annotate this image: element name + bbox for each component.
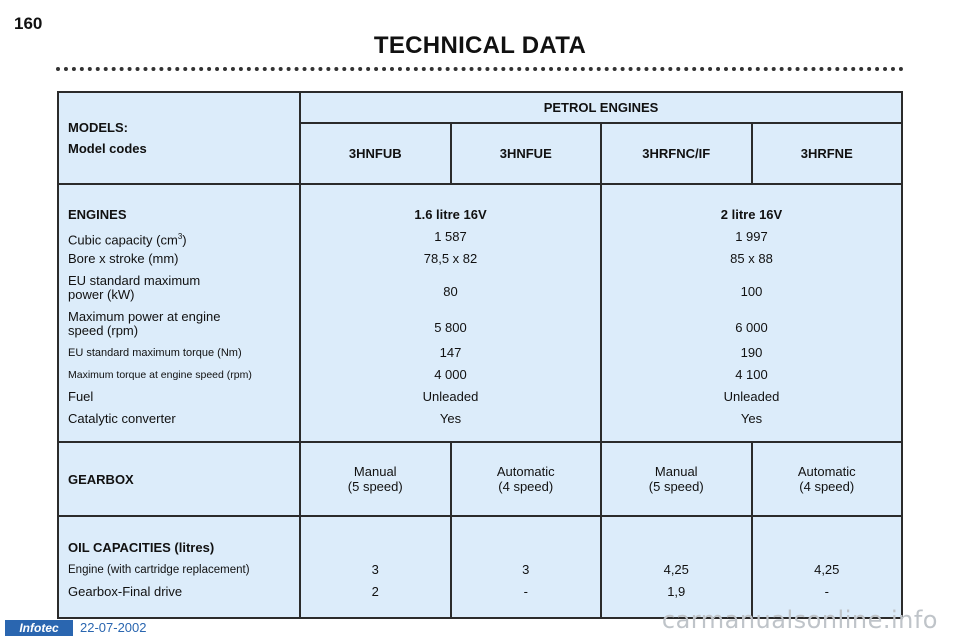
oil-value-cell: 4,25 1,9 bbox=[601, 516, 752, 618]
max-power-label: Maximum power at engine speed (rpm) bbox=[68, 309, 221, 338]
page-title: TECHNICAL DATA bbox=[373, 32, 587, 59]
max-torque-value: 4 000 bbox=[434, 367, 467, 382]
model-code-cell: 3HRFNC/IF bbox=[601, 123, 752, 184]
technical-data-table bbox=[57, 91, 903, 619]
bore-stroke-value: 85 x 88 bbox=[730, 251, 773, 266]
gearbox-value-cell: Manual (5 speed) bbox=[601, 442, 752, 516]
max-torque-label: Maximum torque at engine speed (rpm) bbox=[68, 369, 252, 381]
engine-name: 2 litre 16V bbox=[720, 207, 783, 222]
model-code-cell: 3HRFNE bbox=[752, 123, 903, 184]
cubic-capacity-value: 1 997 bbox=[735, 229, 768, 244]
models-label: MODELS: bbox=[68, 120, 128, 135]
engine-name: 1.6 litre 16V bbox=[414, 207, 487, 222]
infotec-logo: Infotec bbox=[5, 620, 73, 636]
cubic-capacity-value: 1 587 bbox=[434, 229, 467, 244]
engine-group-1-cell bbox=[300, 184, 601, 442]
oil-engine-label: Engine (with cartridge replacement) bbox=[68, 564, 250, 576]
cubic-capacity-label: Cubic capacity $(cm^3)$ bbox=[68, 232, 187, 248]
model-code-cell: 3HNFUB bbox=[300, 123, 451, 184]
oil-labels-cell bbox=[58, 516, 300, 618]
gearbox-value-cell: Automatic (4 speed) bbox=[752, 442, 903, 516]
watermark: carmanualsonline.info bbox=[661, 606, 938, 634]
models-header-cell bbox=[58, 92, 300, 184]
fuel-label: Fuel bbox=[68, 389, 94, 404]
fuel-value: Unleaded bbox=[723, 389, 780, 404]
catalytic-value: Yes bbox=[740, 411, 763, 426]
bore-stroke-label: Bore x stroke (mm) bbox=[68, 251, 179, 266]
oil-gearbox-label: Gearbox-Final drive bbox=[68, 584, 183, 599]
max-torque-value: 4 100 bbox=[735, 367, 768, 382]
engines-label: ENGINES bbox=[68, 207, 127, 222]
eu-torque-value: 190 bbox=[740, 345, 763, 360]
model-code-cell: 3HNFUE bbox=[451, 123, 602, 184]
catalytic-value: Yes bbox=[439, 411, 462, 426]
eu-torque-label: EU standard maximum torque (Nm) bbox=[68, 347, 242, 359]
dotted-divider bbox=[56, 67, 904, 71]
eu-power-value: 80 bbox=[443, 284, 458, 299]
catalytic-label: Catalytic converter bbox=[68, 411, 176, 426]
oil-value-cell: 3 2 bbox=[300, 516, 451, 618]
eu-power-value: 100 bbox=[740, 284, 763, 299]
fuel-value: Unleaded bbox=[422, 389, 479, 404]
max-power-value: 6 000 bbox=[735, 320, 768, 335]
gearbox-value-cell: Automatic (4 speed) bbox=[451, 442, 602, 516]
engine-group-2-cell bbox=[601, 184, 902, 442]
gearbox-value-cell: Manual (5 speed) bbox=[300, 442, 451, 516]
max-power-value: 5 800 bbox=[434, 320, 467, 335]
model-codes-label: Model codes bbox=[68, 141, 147, 156]
page-number: 160 bbox=[14, 14, 43, 33]
oil-value-cell: 3 - bbox=[451, 516, 602, 618]
oil-value-cell: 4,25 - bbox=[752, 516, 903, 618]
petrol-engines-header: PETROL ENGINES bbox=[300, 92, 902, 123]
eu-power-label: EU standard maximum power (kW) bbox=[68, 273, 201, 302]
engines-labels-cell bbox=[58, 184, 300, 442]
footer-date: 22-07-2002 bbox=[80, 620, 147, 635]
oil-capacities-label: OIL CAPACITIES (litres) bbox=[68, 540, 215, 555]
bore-stroke-value: 78,5 x 82 bbox=[423, 251, 478, 266]
gearbox-label: GEARBOX bbox=[58, 442, 300, 516]
eu-torque-value: 147 bbox=[439, 345, 462, 360]
